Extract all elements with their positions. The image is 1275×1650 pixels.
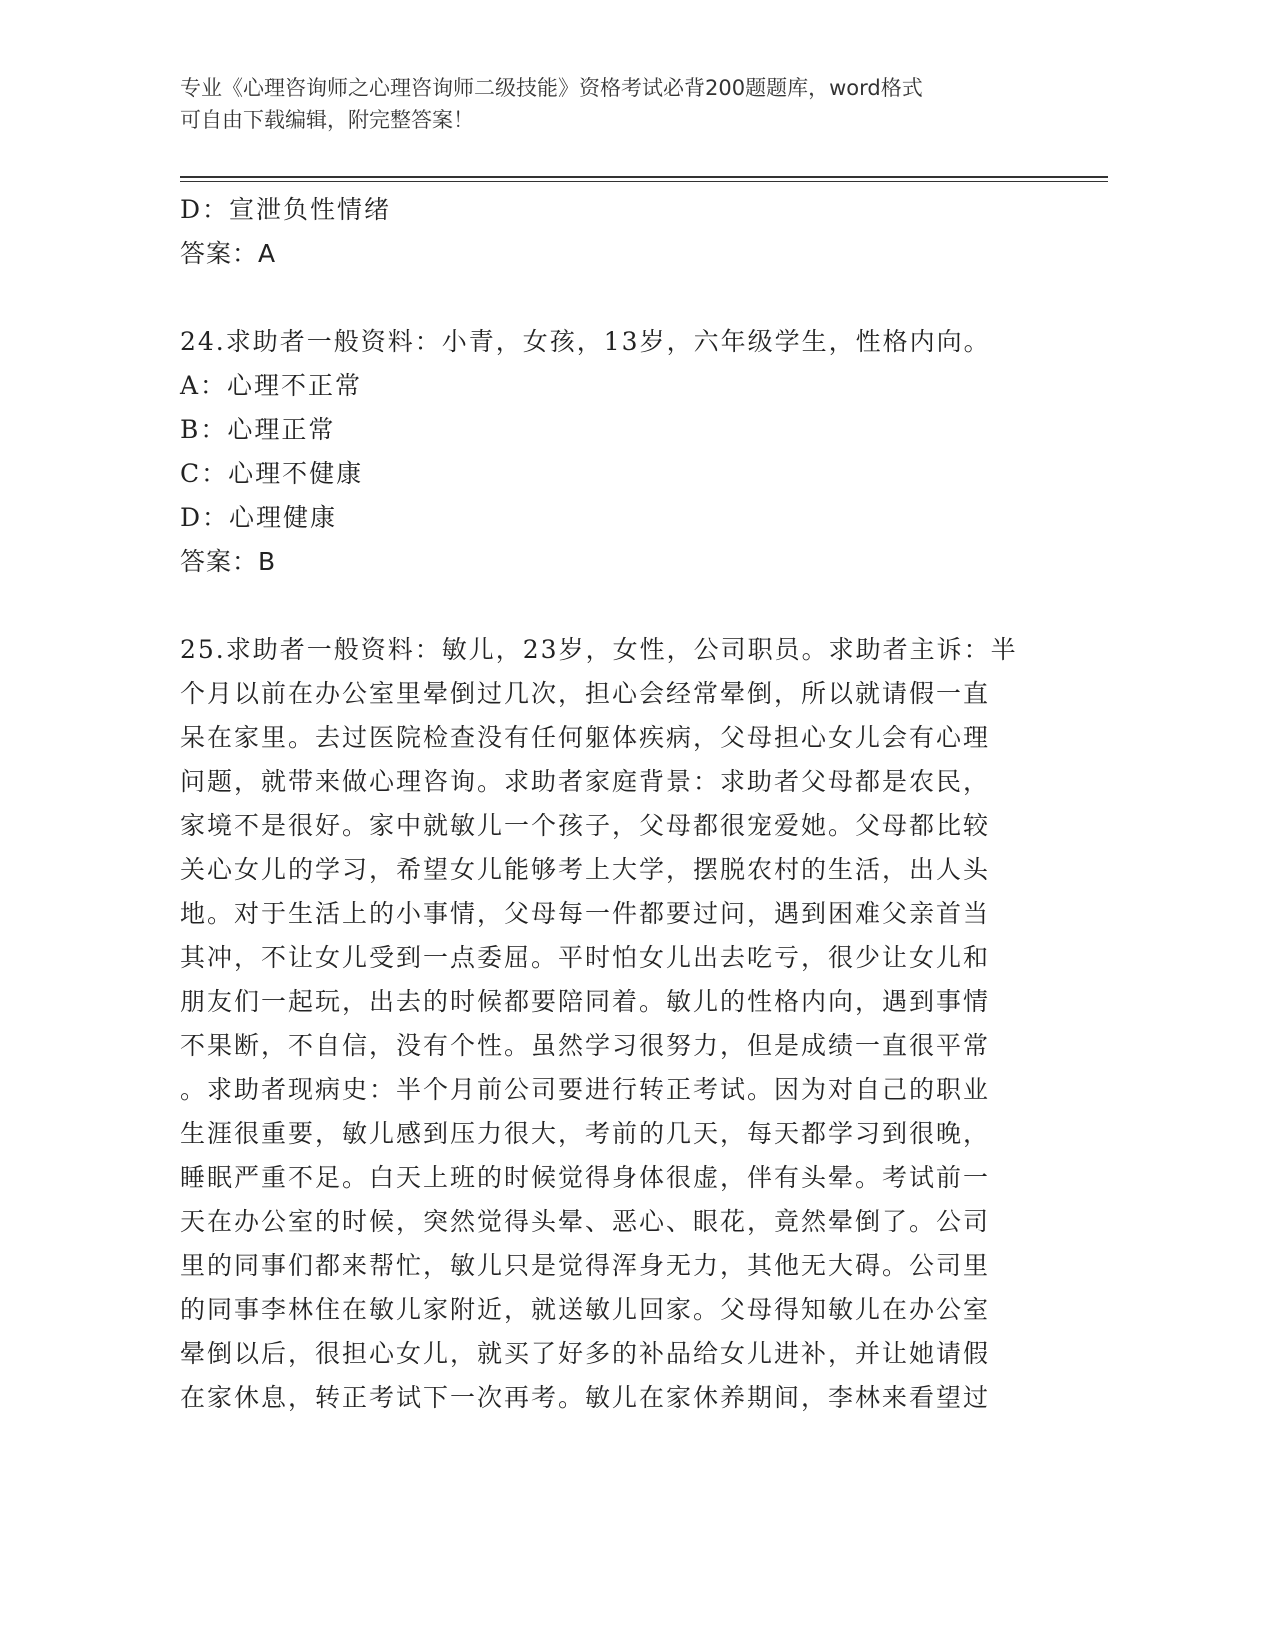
q25-line: 呆在家里。去过医院检查没有任何躯体疾病，父母担心女儿会有心理: [180, 723, 991, 752]
q25-line: 问题，就带来做心理咨询。求助者家庭背景：求助者父母都是农民，: [180, 767, 991, 796]
q24-option-c: C：心理不健康: [180, 459, 364, 488]
spacer: [180, 276, 1040, 320]
q25-paragraph: [180, 628, 1040, 1420]
q24-option-d: D：心理健康: [180, 503, 338, 532]
document-body: [180, 188, 1040, 1420]
q23-option-d: D：宣泄负性情绪: [180, 195, 392, 224]
q25-line: 里的同事们都来帮忙，敏儿只是觉得浑身无力，其他无大碍。公司里: [180, 1251, 991, 1280]
q25-line: 25.求助者一般资料：敏儿，23岁，女性，公司职员。求助者主诉：半: [180, 635, 1018, 664]
header-divider-thin: [180, 181, 1108, 182]
q24-answer: 答案：B: [180, 547, 277, 576]
q25-line: 的同事李林住在敏儿家附近，就送敏儿回家。父母得知敏儿在办公室: [180, 1295, 991, 1324]
q25-line: 天在办公室的时候，突然觉得头晕、恶心、眼花，竟然晕倒了。公司: [180, 1207, 991, 1236]
q25-line: 在家休息，转正考试下一次再考。敏儿在家休养期间，李林来看望过: [180, 1383, 991, 1412]
q25-line: 睡眠严重不足。白天上班的时候觉得身体很虚，伴有头晕。考试前一: [180, 1163, 991, 1192]
q25-line: 。求助者现病史：半个月前公司要进行转正考试。因为对自己的职业: [180, 1075, 991, 1104]
spacer: [180, 584, 1040, 628]
q23-answer: 答案：A: [180, 239, 277, 268]
header-line-1: 专业《心理咨询师之心理咨询师二级技能》资格考试必背200题题库，word格式: [180, 76, 923, 100]
q25-line: 朋友们一起玩，出去的时候都要陪同着。敏儿的性格内向，遇到事情: [180, 987, 991, 1016]
q25-line: 家境不是很好。家中就敏儿一个孩子，父母都很宠爱她。父母都比较: [180, 811, 991, 840]
header-divider-thick: [180, 176, 1108, 178]
document-header: [180, 72, 1040, 136]
header-line-2: 可自由下载编辑，附完整答案！: [180, 108, 474, 132]
q25-line: 不果断，不自信，没有个性。虽然学习很努力，但是成绩一直很平常: [180, 1031, 991, 1060]
q24-option-b: B：心理正常: [180, 415, 336, 444]
q25-line: 地。对于生活上的小事情，父母每一件都要过问，遇到困难父亲首当: [180, 899, 991, 928]
q25-line: 关心女儿的学习，希望女儿能够考上大学，摆脱农村的生活，出人头: [180, 855, 991, 884]
q24-question: 24.求助者一般资料：小青，女孩，13岁，六年级学生，性格内向。: [180, 327, 991, 356]
q25-line: 其冲，不让女儿受到一点委屈。平时怕女儿出去吃亏，很少让女儿和: [180, 943, 991, 972]
q25-line: 生涯很重要，敏儿感到压力很大，考前的几天，每天都学习到很晚，: [180, 1119, 991, 1148]
q25-line: 个月以前在办公室里晕倒过几次，担心会经常晕倒，所以就请假一直: [180, 679, 991, 708]
q24-option-a: A：心理不正常: [180, 371, 363, 400]
q25-line: 晕倒以后，很担心女儿，就买了好多的补品给女儿进补，并让她请假: [180, 1339, 991, 1368]
